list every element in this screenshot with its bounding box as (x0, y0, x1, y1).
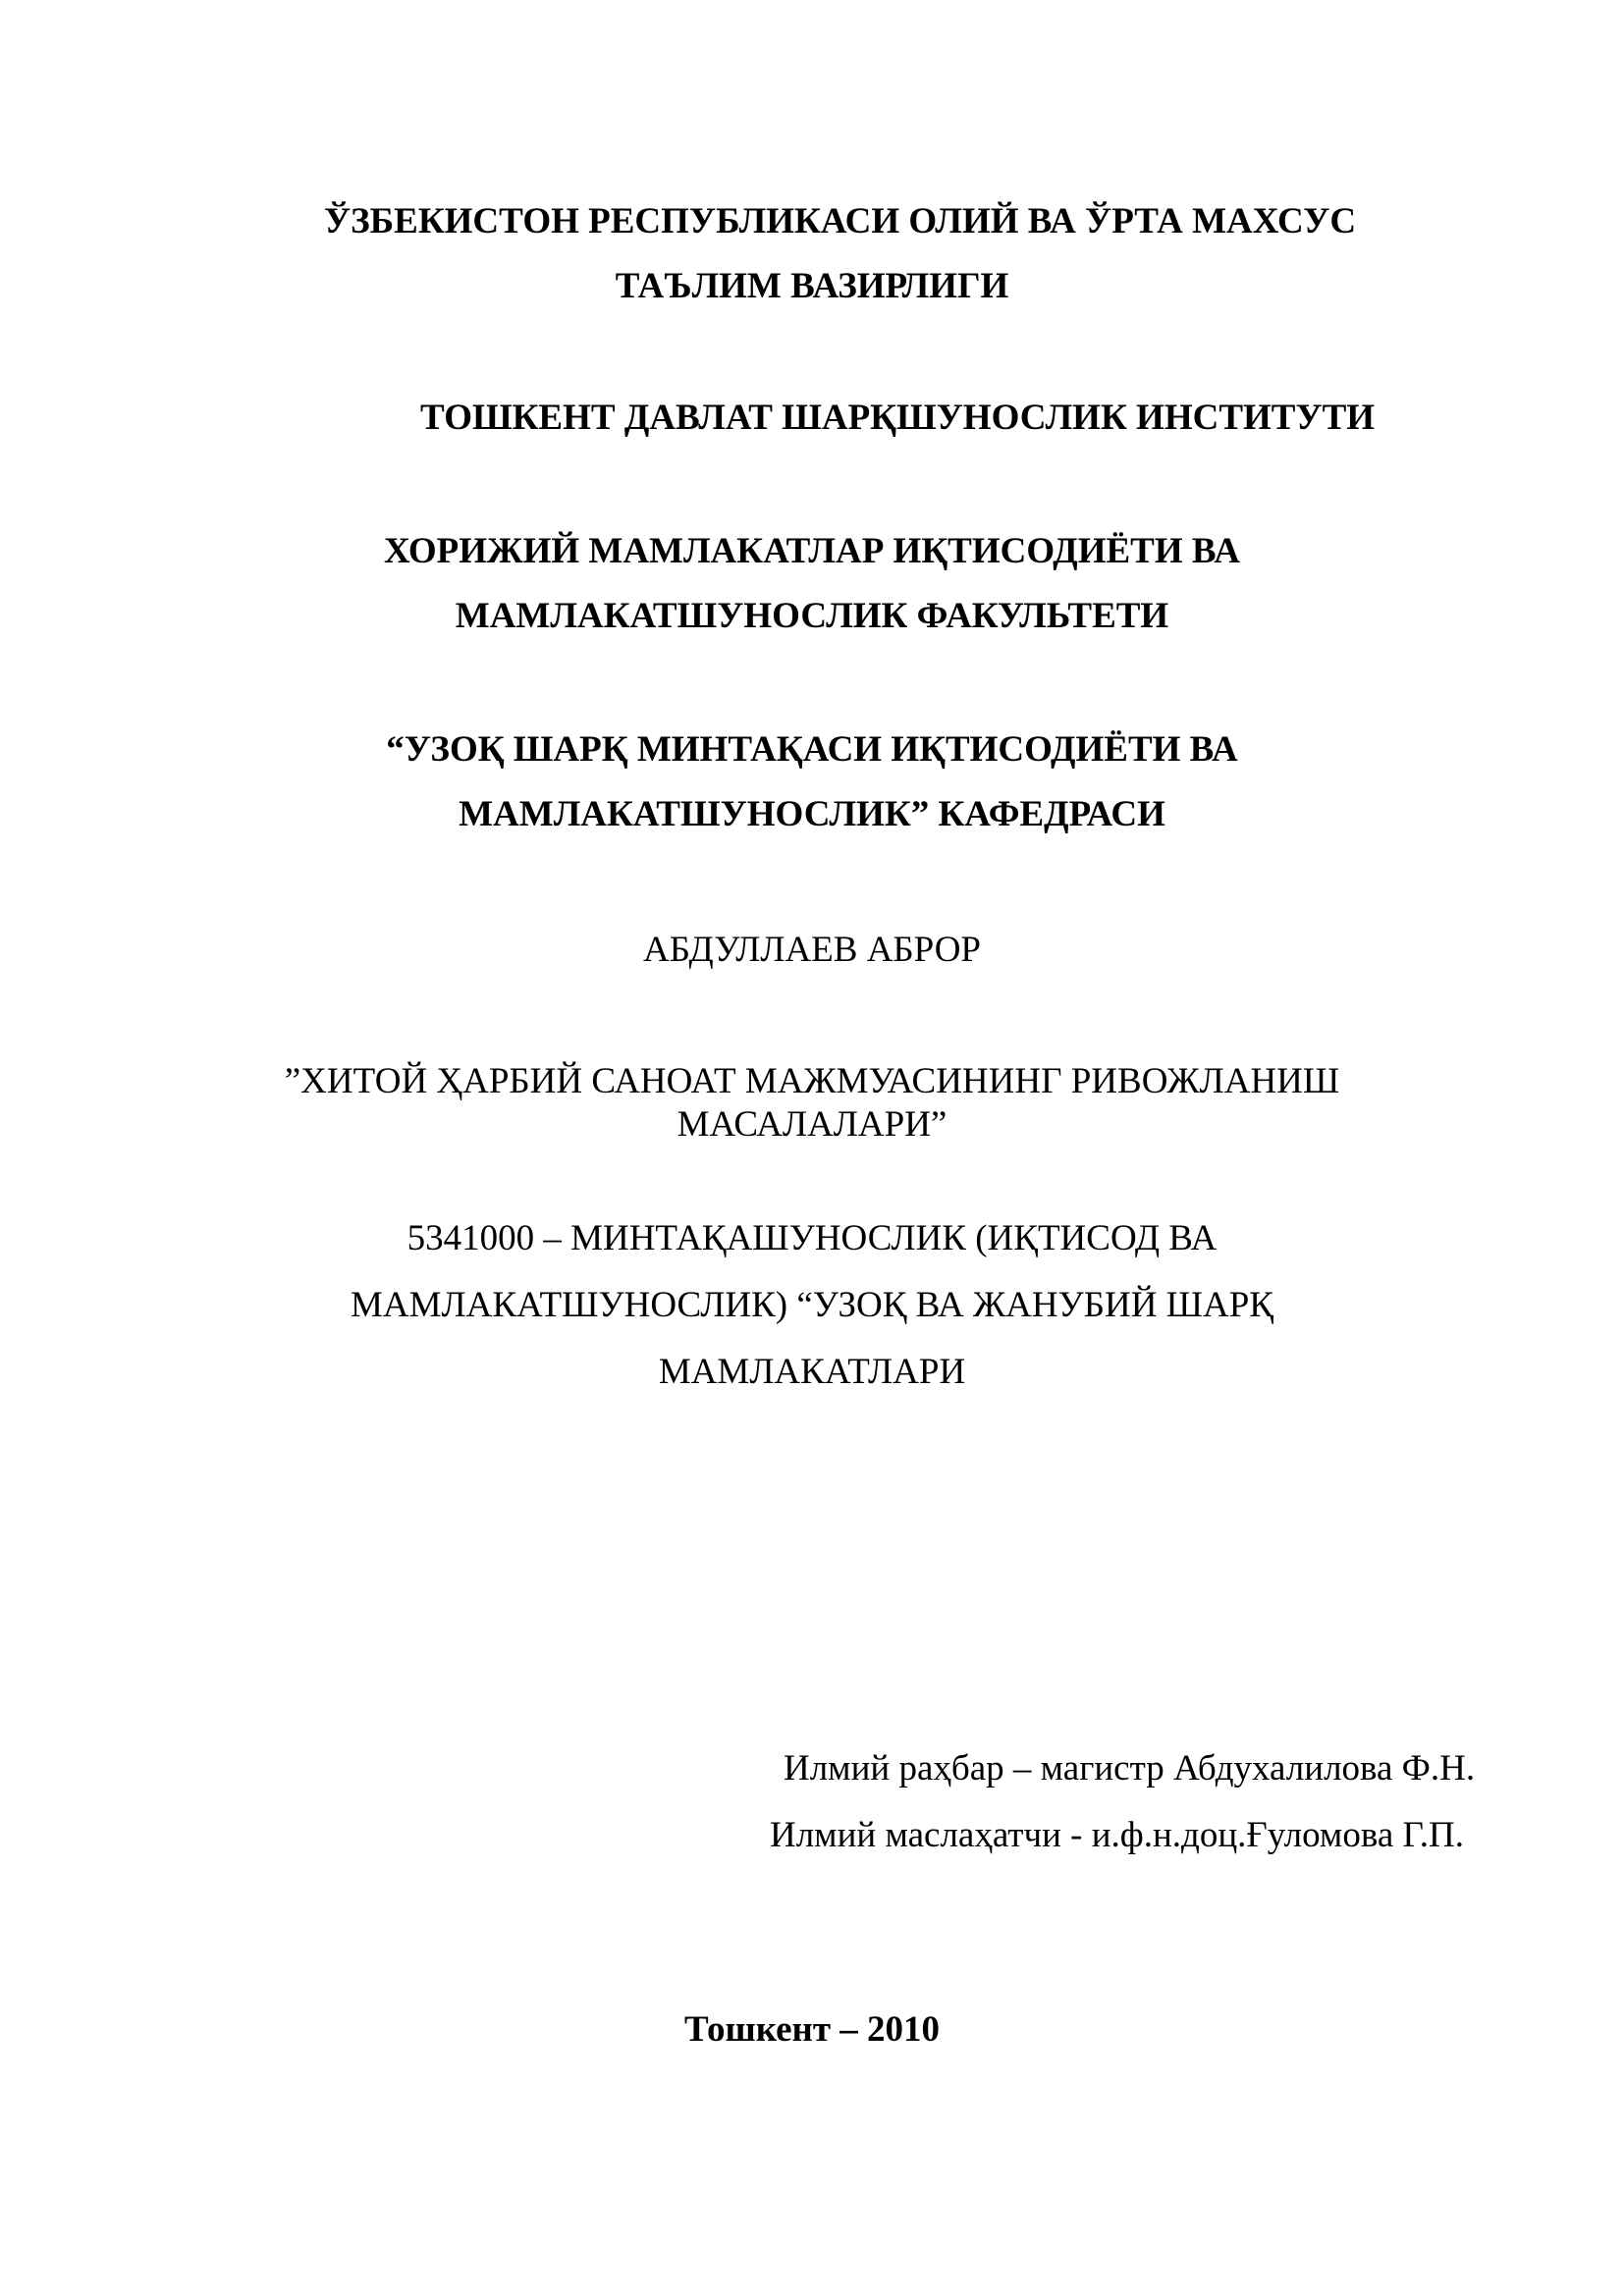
scientific-advisor: Илмий раҳбар – магистр Абдухалилова Ф.Н. (784, 1748, 1476, 1789)
place-and-year: Тошкент – 2010 (683, 2009, 941, 2050)
department-line-2: МАМЛАКАТШУНОСЛИК” КАФЕДРАСИ (459, 794, 1165, 834)
author-name: АБДУЛЛАЕВ АБРОР (642, 930, 981, 970)
institute-name: ТОШКЕНТ ДАВЛАТ ШАРҚШУНОСЛИК ИНСТИТУТИ (420, 398, 1376, 438)
scientific-consultant: Илмий маслаҳатчи - и.ф.н.доц.Ғуломова Г.П. (770, 1815, 1464, 1855)
faculty-line-1: ХОРИЖИЙ МАМЛАКАТЛАР ИҚТИСОДИЁТИ ВА (384, 531, 1240, 571)
department-line-1: “УЗОҚ ШАРҚ МИНТАҚАСИ ИҚТИСОДИЁТИ ВА (386, 729, 1238, 770)
specialty-line-3: МАМЛАКАТЛАРИ (658, 1352, 966, 1392)
thesis-title-line-2: МАСАЛАЛАРИ” (677, 1104, 947, 1145)
specialty-line-2: МАМЛАКАТШУНОСЛИК) “УЗОҚ ВА ЖАНУБИЙ ШАРҚ (351, 1285, 1273, 1325)
ministry-line-2: ТАЪЛИМ ВАЗИРЛИГИ (615, 266, 1009, 306)
specialty-line-1: 5341000 – МИНТАҚАШУНОСЛИК (ИҚТИСОД ВА (406, 1218, 1218, 1258)
thesis-title-line-1: ”ХИТОЙ ҲАРБИЙ САНОАТ МАЖМУАСИНИНГ РИВОЖЛАНИШ (284, 1061, 1340, 1101)
faculty-line-2: МАМЛАКАТШУНОСЛИК ФАКУЛЬТЕТИ (455, 596, 1169, 636)
ministry-line-1: ЎЗБЕКИСТОН РЕСПУБЛИКАСИ ОЛИЙ ВА ЎРТА МАХСУС (324, 201, 1357, 241)
